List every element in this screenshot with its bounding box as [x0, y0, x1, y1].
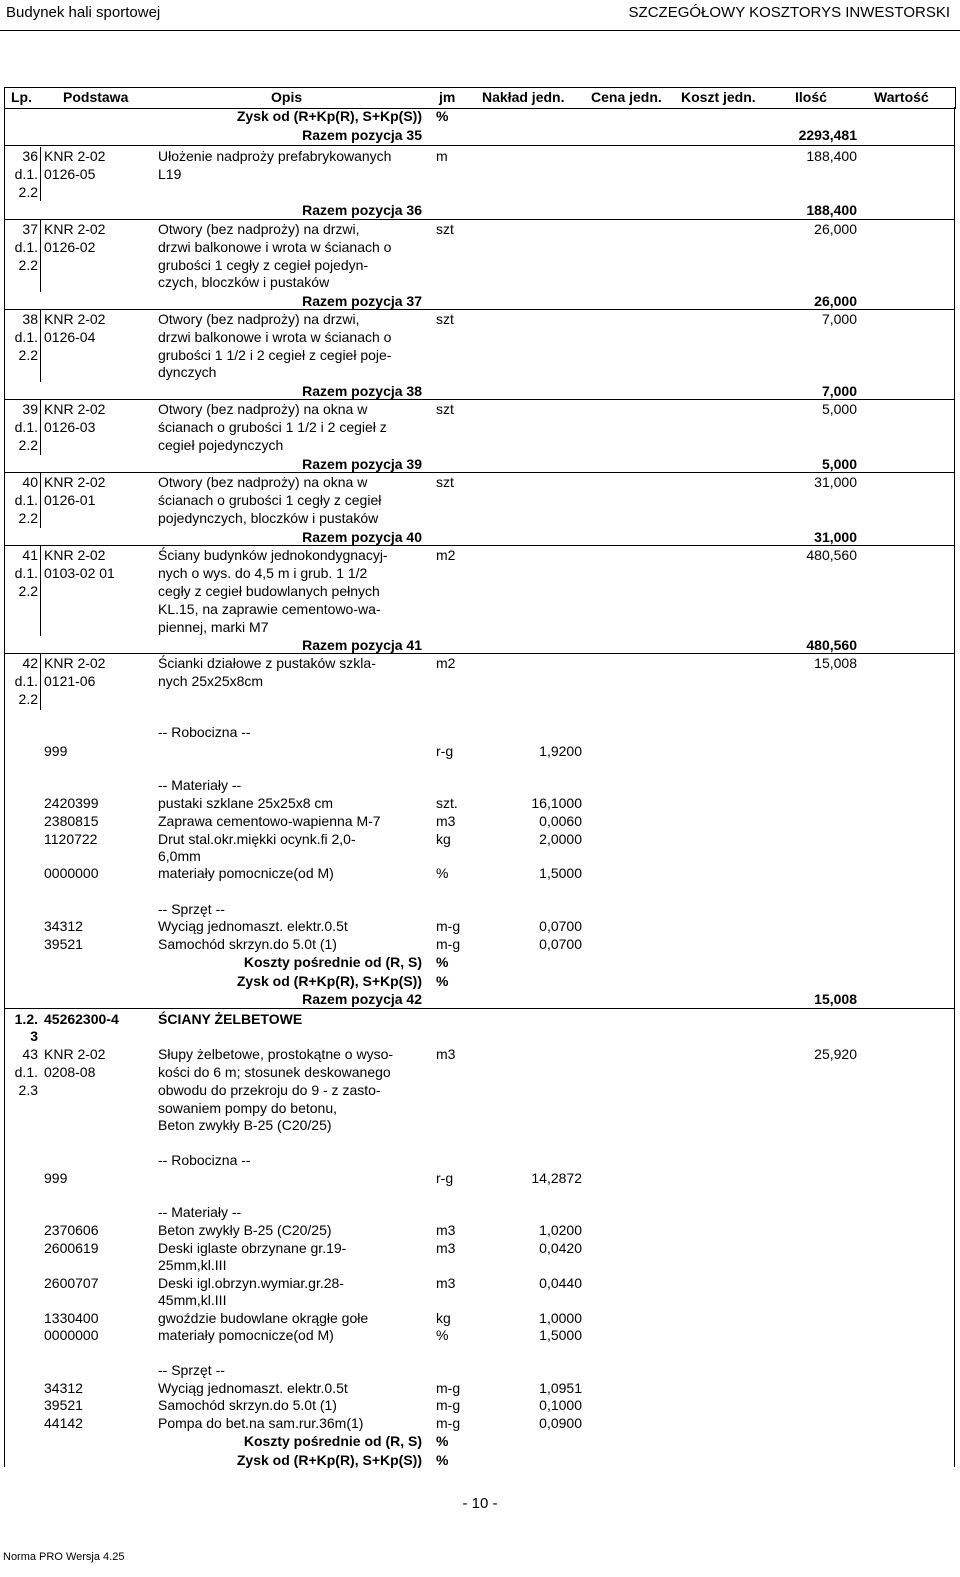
- cell-lp: d.1.: [14, 239, 38, 255]
- cell-opis: materiały pomocnicze(od M): [158, 1327, 334, 1343]
- cell-opis: gwoździe budowlane okrągłe gołe: [158, 1310, 369, 1326]
- cell-podstawa: 999: [44, 743, 68, 759]
- cell-podstawa: 0126-05: [44, 166, 96, 182]
- cell-lp: 2.2: [18, 437, 38, 453]
- cell-opis: Otwory (bez nadproży) na drzwi,: [158, 221, 360, 237]
- cell-opis: -- Sprzęt --: [158, 1362, 225, 1378]
- cell-podstawa: KNR 2-02: [44, 1046, 106, 1062]
- cell-ilosc: 2293,481: [798, 127, 857, 143]
- lp-divider-a: [40, 147, 41, 201]
- cell-opis-summary: Zysk od (R+Kp(R), S+Kp(S)): [236, 973, 422, 989]
- cell-jm: m2: [436, 547, 456, 563]
- cell-opis: Otwory (bez nadproży) na drzwi,: [158, 311, 360, 327]
- cell-opis: ŚCIANY ŻELBETOWE: [158, 1011, 303, 1027]
- cell-opis: KL.15, na zaprawie cementowo-wa-: [158, 601, 381, 617]
- cell-naklad: 1,0951: [539, 1380, 582, 1396]
- cell-podstawa: 2380815: [44, 813, 99, 829]
- cell-opis-summary: Razem pozycja 42: [302, 991, 422, 1007]
- cell-lp: d.1.: [14, 673, 38, 689]
- col-koszt: Koszt jedn.: [681, 89, 756, 105]
- cell-opis: Samochód skrzyn.do 5.0t (1): [158, 1397, 337, 1413]
- cell-jm: szt: [436, 401, 454, 417]
- page-header-left: Budynek hali sportowej: [6, 4, 161, 21]
- cell-lp: 37: [22, 221, 38, 237]
- cell-opis-summary: Zysk od (R+Kp(R), S+Kp(S)): [236, 108, 422, 124]
- cell-opis: Pompa do bet.na sam.rur.36m(1): [158, 1415, 364, 1431]
- cell-jm: r-g: [436, 743, 454, 759]
- cell-jm: %: [436, 865, 449, 881]
- cell-podstawa: 0126-03: [44, 419, 96, 435]
- lp-divider-e: [40, 473, 41, 528]
- cell-jm: m: [436, 148, 448, 164]
- cell-opis: Ścianki działowe z pustaków szkla-: [158, 655, 376, 671]
- cell-jm: m3: [436, 1222, 456, 1238]
- cell-opis: Wyciąg jednomaszt. elektr.0.5t: [158, 918, 348, 934]
- cell-opis: Drut stal.okr.miękki ocynk.fi 2,0-: [158, 831, 356, 847]
- cell-naklad: 2,0000: [539, 831, 582, 847]
- col-naklad: Nakład jedn.: [482, 89, 565, 105]
- cell-jm: %: [436, 973, 449, 989]
- cell-opis: Beton zwykły B-25 (C20/25): [158, 1222, 332, 1238]
- cell-opis: Ściany budynków jednokondygnacyj-: [158, 547, 388, 563]
- cell-opis-summary: Koszty pośrednie od (R, S): [243, 1433, 422, 1449]
- cell-opis: Otwory (bez nadproży) na okna w: [158, 401, 368, 417]
- cell-lp: 2.2: [18, 347, 38, 363]
- cell-lp: 39: [22, 401, 38, 417]
- lp-divider-g: [40, 654, 41, 710]
- cell-opis: cegły z cegieł budowlanych pełnych: [158, 583, 380, 599]
- cell-podstawa: KNR 2-02: [44, 221, 106, 237]
- cell-jm: m-g: [436, 918, 461, 934]
- cell-ilosc: 26,000: [814, 293, 857, 309]
- cell-jm: m3: [436, 813, 456, 829]
- cell-opis: -- Materiały --: [158, 1204, 242, 1220]
- col-podstawa: Podstawa: [63, 89, 129, 105]
- cell-podstawa: 0126-04: [44, 329, 96, 345]
- cell-podstawa: 0126-01: [44, 492, 96, 508]
- cell-podstawa: 44142: [44, 1415, 83, 1431]
- cell-lp: 2.2: [18, 583, 38, 599]
- cell-opis: drzwi balkonowe i wrota w ścianach o: [158, 239, 392, 255]
- cell-opis: piennej, marki M7: [158, 619, 269, 635]
- row-rule-35: [4, 145, 954, 146]
- cell-opis: 45mm,kl.III: [158, 1292, 227, 1308]
- cell-opis: pustaki szklane 25x25x8 cm: [158, 795, 334, 811]
- cell-opis-summary: Razem pozycja 41: [302, 637, 422, 653]
- cell-naklad: 0,1000: [539, 1397, 582, 1413]
- cell-podstawa: 2600619: [44, 1240, 99, 1256]
- cell-opis: ścianach o grubości 1 cegły z cegieł: [158, 492, 382, 508]
- cell-ilosc: 5,000: [821, 456, 857, 472]
- cell-jm: szt: [436, 474, 454, 490]
- cell-opis-summary: Razem pozycja 35: [302, 127, 422, 143]
- cell-lp: d.1.: [14, 166, 38, 182]
- cell-podstawa: KNR 2-02: [44, 655, 106, 671]
- cell-lp: 41: [22, 547, 38, 563]
- cell-naklad: 0,0900: [539, 1415, 582, 1431]
- cell-ilosc: 15,008: [814, 655, 857, 671]
- cell-podstawa: 0000000: [44, 1327, 99, 1343]
- cell-naklad: 0,0060: [539, 813, 582, 829]
- cell-opis: 25mm,kl.III: [158, 1257, 227, 1273]
- col-cena: Cena jedn.: [591, 89, 662, 105]
- cell-naklad: 0,0700: [539, 918, 582, 934]
- cell-podstawa: 1120722: [44, 831, 98, 847]
- cell-lp: 1.2.: [14, 1011, 38, 1027]
- cell-jm: szt.: [436, 795, 458, 811]
- cell-podstawa: 45262300-4: [44, 1011, 119, 1027]
- cell-opis: -- Robocizna --: [158, 1152, 251, 1168]
- cell-opis: drzwi balkonowe i wrota w ścianach o: [158, 329, 392, 345]
- cell-jm: szt: [436, 221, 454, 237]
- cell-podstawa: KNR 2-02: [44, 148, 106, 164]
- cell-opis: Zaprawa cementowo-wapienna M-7: [158, 813, 381, 829]
- cell-opis-summary: Zysk od (R+Kp(R), S+Kp(S)): [236, 1452, 422, 1468]
- cell-opis: -- Robocizna --: [158, 724, 251, 740]
- cell-lp: 2.2: [18, 510, 38, 526]
- cell-jm: %: [436, 108, 449, 124]
- cell-podstawa: 999: [44, 1170, 68, 1186]
- cell-lp: 2.2: [18, 691, 38, 707]
- cell-lp: 2.2: [18, 184, 38, 200]
- cell-jm: m-g: [436, 1415, 461, 1431]
- cell-podstawa: 0000000: [44, 865, 99, 881]
- cell-opis: nych 25x25x8cm: [158, 673, 264, 689]
- cell-ilosc: 188,400: [806, 202, 857, 218]
- cell-opis-summary: Razem pozycja 40: [302, 529, 422, 545]
- cell-podstawa: 2370606: [44, 1222, 99, 1238]
- cell-jm: szt: [436, 311, 454, 327]
- cell-podstawa: 39521: [44, 936, 83, 952]
- cell-ilosc: 480,560: [806, 637, 857, 653]
- cell-podstawa: 39521: [44, 1397, 83, 1413]
- cell-ilosc: 7,000: [821, 311, 857, 327]
- cell-podstawa: KNR 2-02: [44, 401, 106, 417]
- cell-opis: L19: [158, 166, 182, 182]
- cell-podstawa: 34312: [44, 1380, 83, 1396]
- cell-podstawa: KNR 2-02: [44, 474, 106, 490]
- cell-opis: kości do 6 m; stosunek deskowanego: [158, 1064, 391, 1080]
- cell-jm: m2: [436, 655, 456, 671]
- cell-jm: m3: [436, 1240, 456, 1256]
- cell-naklad: 0,0440: [539, 1275, 582, 1291]
- cell-lp: 36: [22, 148, 38, 164]
- cell-opis: ścianach o grubości 1 1/2 i 2 cegieł z: [158, 419, 387, 435]
- cell-jm: m-g: [436, 1397, 461, 1413]
- cell-opis-summary: Razem pozycja 37: [302, 293, 422, 309]
- cell-opis: -- Sprzęt --: [158, 901, 225, 917]
- col-jm: jm: [439, 89, 456, 105]
- cell-naklad: 1,0000: [539, 1310, 582, 1326]
- cell-naklad: 16,1000: [531, 795, 582, 811]
- cell-lp: 38: [22, 311, 38, 327]
- cell-jm: m3: [436, 1046, 456, 1062]
- table-border-left: [4, 107, 5, 1467]
- cell-opis: obwodu do przekroju do 9 - z zasto-: [158, 1082, 381, 1098]
- cell-podstawa: 0103-02 01: [44, 565, 115, 581]
- cell-opis: Słupy żelbetowe, prostokątne o wyso-: [158, 1046, 394, 1062]
- cell-lp: 2.2: [18, 257, 38, 273]
- cell-podstawa: 0208-08: [44, 1064, 96, 1080]
- cell-lp: d.1.: [14, 492, 38, 508]
- cell-opis: nych o wys. do 4,5 m i grub. 1 1/2: [158, 565, 368, 581]
- cell-podstawa: KNR 2-02: [44, 547, 106, 563]
- cell-opis: cegieł pojedynczych: [158, 437, 284, 453]
- cell-lp: 42: [22, 655, 38, 671]
- table-border-right: [954, 107, 955, 1467]
- cell-opis: Ułożenie nadproży prefabrykowanych: [158, 148, 392, 164]
- cell-naklad: 14,2872: [531, 1170, 582, 1186]
- cell-podstawa: 1330400: [44, 1310, 99, 1326]
- cell-ilosc: 188,400: [806, 148, 857, 164]
- cell-ilosc: 25,920: [814, 1046, 857, 1062]
- cell-opis: Wyciąg jednomaszt. elektr.0.5t: [158, 1380, 348, 1396]
- table-header-row: [4, 87, 956, 109]
- cell-opis: grubości 1 cegły z cegieł pojedyn-: [158, 257, 369, 273]
- cell-lp: d.1.: [14, 565, 38, 581]
- cell-opis: grubości 1 1/2 i 2 cegieł z cegieł poje-: [158, 347, 392, 363]
- cell-opis: Deski igl.obrzyn.wymiar.gr.28-: [158, 1275, 344, 1291]
- cell-opis: materiały pomocnicze(od M): [158, 865, 334, 881]
- page-header-right: SZCZEGÓŁOWY KOSZTORYS INWESTORSKI: [628, 4, 950, 21]
- cell-jm: %: [436, 1327, 449, 1343]
- cell-opis: dynczych: [158, 364, 217, 380]
- cell-opis-summary: Koszty pośrednie od (R, S): [243, 954, 422, 970]
- col-lp: Lp.: [11, 89, 32, 105]
- cell-naklad: 0,0700: [539, 936, 582, 952]
- cell-jm: %: [436, 1433, 449, 1449]
- cell-opis: Deski iglaste obrzynane gr.19-: [158, 1240, 347, 1256]
- cell-jm: r-g: [436, 1170, 454, 1186]
- cell-jm: %: [436, 1452, 449, 1468]
- lp-divider-d: [40, 400, 41, 455]
- cell-podstawa: KNR 2-02: [44, 311, 106, 327]
- col-opis: Opis: [271, 89, 303, 105]
- cell-opis-summary: Razem pozycja 38: [302, 383, 422, 399]
- cell-ilosc: 7,000: [821, 383, 857, 399]
- cell-ilosc: 5,000: [821, 401, 857, 417]
- row-rule-42: [4, 1008, 954, 1009]
- col-ilosc: Ilość: [795, 89, 827, 105]
- cell-opis: sowaniem pompy do betonu,: [158, 1100, 337, 1116]
- cell-lp: 2.3: [18, 1082, 38, 1098]
- cell-podstawa: 34312: [44, 918, 83, 934]
- cell-ilosc: 31,000: [814, 474, 857, 490]
- cell-ilosc: 480,560: [806, 547, 857, 563]
- cell-naklad: 1,0200: [539, 1222, 582, 1238]
- cell-ilosc: 31,000: [814, 529, 857, 545]
- cell-opis-summary: Razem pozycja 39: [302, 456, 422, 472]
- cell-podstawa: 2600707: [44, 1275, 99, 1291]
- cell-lp: 3: [30, 1028, 38, 1044]
- footer-version: Norma PRO Wersja 4.25: [3, 1551, 125, 1563]
- header-rule: [0, 30, 960, 31]
- cell-ilosc: 15,008: [814, 991, 857, 1007]
- col-wartosc: Wartość: [874, 89, 929, 105]
- cell-naklad: 0,0420: [539, 1240, 582, 1256]
- cell-podstawa: 0121-06: [44, 673, 96, 689]
- cell-opis: Beton zwykły B-25 (C20/25): [158, 1117, 332, 1133]
- cell-opis: pojedynczych, bloczków i pustaków: [158, 510, 379, 526]
- cell-jm: m-g: [436, 1380, 461, 1396]
- cell-podstawa: 0126-02: [44, 239, 96, 255]
- cell-podstawa: 2420399: [44, 795, 99, 811]
- cell-naklad: 1,9200: [539, 743, 582, 759]
- cell-opis: Otwory (bez nadproży) na okna w: [158, 474, 368, 490]
- cell-ilosc: 26,000: [814, 221, 857, 237]
- cell-lp: d.1.: [14, 329, 38, 345]
- cell-jm: %: [436, 954, 449, 970]
- lp-divider-b: [40, 220, 41, 292]
- cell-opis-summary: Razem pozycja 36: [302, 202, 422, 218]
- cell-opis: -- Materiały --: [158, 777, 242, 793]
- cell-opis: czych, bloczków i pustaków: [158, 274, 330, 290]
- cell-opis: Samochód skrzyn.do 5.0t (1): [158, 936, 337, 952]
- cell-lp: 43: [22, 1046, 38, 1062]
- page-number: - 10 -: [462, 1495, 498, 1512]
- cell-opis: 6,0mm: [158, 848, 201, 864]
- cell-naklad: 1,5000: [539, 1327, 582, 1343]
- cell-lp: 40: [22, 474, 38, 490]
- cell-naklad: 1,5000: [539, 865, 582, 881]
- cell-lp: d.1.: [14, 419, 38, 435]
- cell-lp: d.1.: [14, 1064, 38, 1080]
- cell-jm: kg: [436, 831, 451, 847]
- cell-jm: kg: [436, 1310, 451, 1326]
- lp-divider-c: [40, 310, 41, 382]
- cell-jm: m3: [436, 1275, 456, 1291]
- lp-divider-f: [40, 546, 41, 636]
- cell-jm: m-g: [436, 936, 461, 952]
